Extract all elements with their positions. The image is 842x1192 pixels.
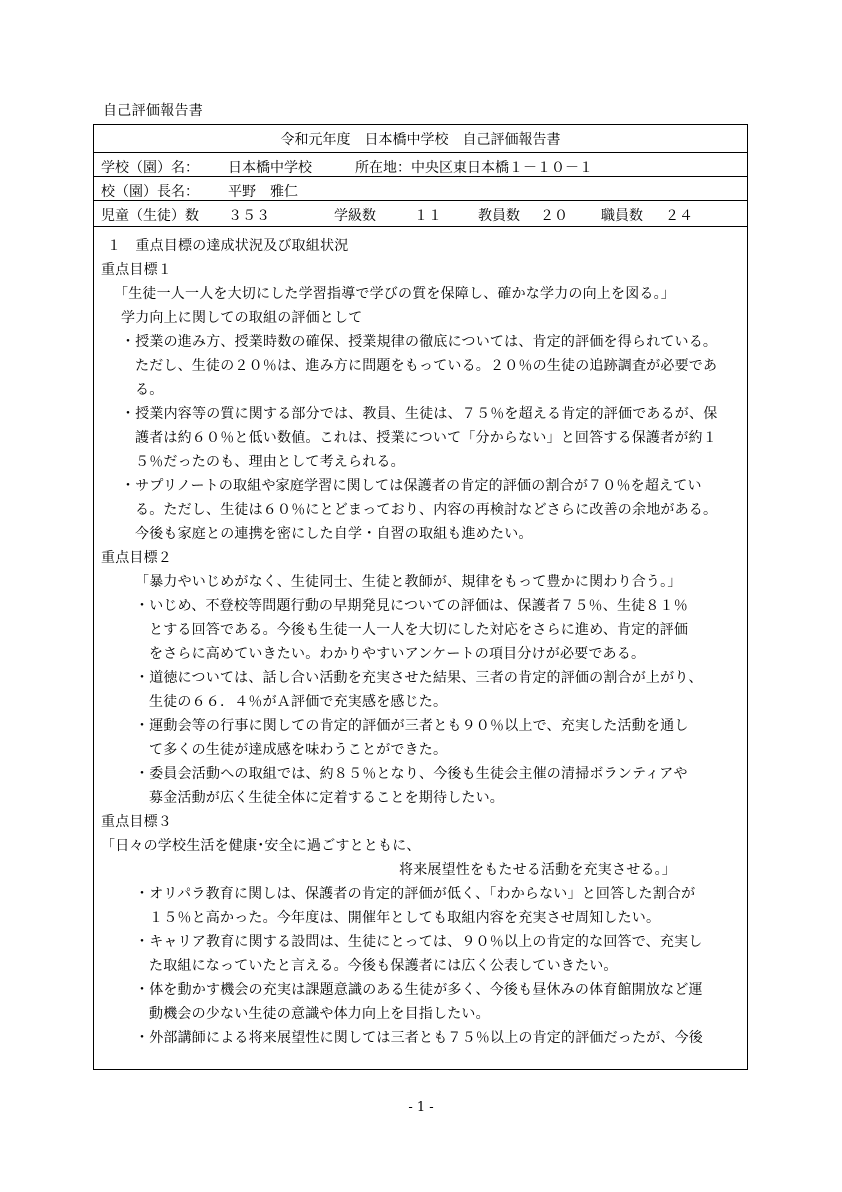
school-label: 学校（園）名： — [101, 160, 199, 176]
body-line: ただし、生徒の２０％は、進み方に問題をもっている。２０％の生徒の追跡調査が必要であ — [135, 358, 718, 374]
teachers-value: ２０ — [540, 208, 568, 224]
body-line: ・委員会活動への取組では、約８５％となり、今後も生徒会主催の清掃ボランティアや — [135, 766, 688, 782]
body-line: ・外部講師による将来展望性に関しては三者とも７５％以上の肯定的評価だったが、今後 — [135, 1030, 703, 1046]
body-line: ・体を動かす機会の充実は課題意識のある生徒が多く、今後も昼休みの体育館開放など運 — [135, 982, 703, 998]
body-line: ５％だったのも、理由として考えられる。 — [135, 454, 405, 470]
body-line: ・キャリア教育に関する設問は、生徒にとっては、９０％以上の肯定的な回答で、充実し — [135, 934, 703, 950]
goal-heading-3: 重点目標３ — [101, 814, 172, 830]
body-line: ・運動会等の行事に関しての肯定的評価が三者とも９０％以上で、充実した活動を通し — [135, 718, 689, 734]
body-line: 今後も家庭との連携を密にした自学・自習の取組も進めたい。 — [135, 526, 533, 542]
staff-value: ２４ — [665, 208, 693, 224]
goal-statement-1: 「生徒一人一人を大切にした学習指導で学びの質を保障し、確かな学力の向上を図る。」 — [114, 286, 675, 302]
body-line: た取組になっていたと言える。今後も保護者には広く公表していきたい。 — [149, 958, 618, 974]
body-line: ・オリパラ教育に関しは、保護者の肯定的評価が低く、「わからない」と回答した割合が — [135, 886, 696, 902]
document-label: 自己評価報告書 — [103, 103, 204, 119]
body-line: 募金活動が広く生徒全体に定着することを期待したい。 — [149, 790, 504, 806]
section-heading: １ 重点目標の達成状況及び取組状況 — [107, 238, 349, 254]
counts-row — [94, 201, 747, 227]
goal-statement-3-cont: 将来展望性をもたせる活動を充実させる。」 — [399, 862, 676, 878]
goal-statement-3: 「日々の学校生活を健康･安全に過ごすとともに、 — [101, 838, 421, 854]
body-line: 生徒の６６．４％がＡ評価で充実感を感じた。 — [149, 694, 448, 710]
report-table — [93, 124, 748, 1070]
body-line: ・道徳については、話し合い活動を充実させた結果、三者の肯定的評価の割合が上がり、 — [135, 670, 703, 686]
students-label: 児童（生徒）数 — [101, 208, 199, 224]
body-line: ・授業内容等の質に関する部分では、教員、生徒は、７５％を超える肯定的評価であるが、保 — [121, 406, 718, 422]
body-line: １５％と高かった。今年度は、開催年としても取組内容を充実させ周知したい。 — [149, 910, 661, 926]
principal-name: 平野 雅仁 — [228, 184, 298, 200]
body-line: とする回答である。今後も生徒一人一人を大切にした対応をさらに進め、肯定的評価 — [149, 622, 689, 638]
report-title: 令和元年度 日本橋中学校 自己評価報告書 — [280, 132, 561, 148]
body-line: る。 — [135, 382, 164, 398]
classes-label: 学級数 — [334, 208, 376, 224]
principal-row — [94, 177, 747, 201]
body-line: 学力向上に関しての取組の評価として — [121, 310, 363, 326]
goal-heading-2: 重点目標２ — [101, 550, 172, 566]
students-value: ３５３ — [228, 208, 270, 224]
classes-value: １１ — [414, 208, 442, 224]
school-row — [94, 153, 747, 177]
school-name: 日本橋中学校 — [228, 160, 312, 176]
body-line: る。ただし、生徒は６０％にとどまっており、内容の再検討などさらに改善の余地がある。 — [135, 502, 718, 518]
teachers-label: 教員数 — [478, 208, 520, 224]
body-line: ・サプリノートの取組や家庭学習に関しては保護者の肯定的評価の割合が７０％を超えてい — [121, 478, 702, 494]
body-line: ・授業の進み方、授業時数の確保、授業規律の徹底については、肯定的評価を得られている。 — [121, 334, 718, 350]
goal-heading-1: 重点目標１ — [101, 262, 172, 278]
staff-label: 職員数 — [601, 208, 643, 224]
title-row — [94, 125, 747, 153]
page-number: - 1 - — [408, 1100, 434, 1115]
body-line: ・いじめ、不登校等問題行動の早期発見についての評価は、保護者７５％、生徒８１％ — [135, 598, 688, 614]
principal-label: 校（園）長名： — [101, 184, 199, 200]
body-line: 護者は約６０％と低い数値。これは、授業について「分からない」と回答する保護者が約１ — [135, 430, 717, 446]
body-line: て多くの生徒が達成感を味わうことができた。 — [149, 742, 448, 758]
goal-statement-2: 「暴力やいじめがなく、生徒同士、生徒と教師が、規律をもって豊かに関わり合う。」 — [135, 574, 682, 590]
school-location: 所在地：中央区東日本橋１－１０－１ — [355, 160, 593, 176]
body-line: をさらに高めていきたい。わかりやすいアンケートの項目分けが必要である。 — [149, 646, 646, 662]
body-line: 動機会の少ない生徒の意識や体力向上を目指したい。 — [149, 1006, 490, 1022]
